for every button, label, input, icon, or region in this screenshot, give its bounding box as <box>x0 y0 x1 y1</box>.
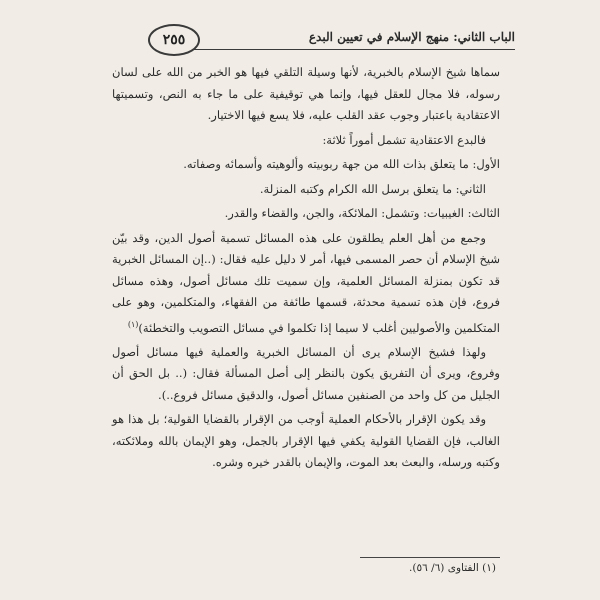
paragraph: فالبدع الاعتقادية تشمل أموراً ثلاثة: <box>322 132 486 147</box>
page-number: ٢٥٥ <box>148 24 200 56</box>
paragraph: ولهذا فشيخ الإسلام يرى أن المسائل الخبرية والعملية فيها مسائل أصول وفروع، ويرى أن التفريق يكون بالنظر إلى أصل المسألة فقال: (.. بل الحق أن الجليل من كل واحد من الصنفين مسائل أصول، والدقيق مسائل فروع..). <box>112 344 500 402</box>
page-header <box>148 22 515 56</box>
paragraph: سماها شيخ الإسلام بالخبرية، لأنها وسيلة التلقي فيها هو الخبر من الله على لسان رسوله، فلا مجال للعقل فيها، وإنما هي توقيفية على ما جاء به النص، وتسميتها الاعتقادية باعتبار وجوب عقد القلب عليه، فلا يسع فيها الاختيار. <box>112 65 500 122</box>
paragraph: الثاني: ما يتعلق برسل الله الكرام وكتبه المنزلة. <box>259 181 486 196</box>
paragraph: الأول: ما يتعلق بذات الله من جهة ربوبيته وألوهيته وأسمائه وصفاته. <box>183 157 500 171</box>
footnote-rule <box>360 557 500 558</box>
running-title: الباب الثاني: منهج الإسلام في تعيين البدع <box>308 30 515 44</box>
footnote: (١) الفتاوى (٦/ ٥٦). <box>409 562 496 574</box>
header-rule <box>176 49 515 50</box>
paragraph: وقد يكون الإقرار بالأحكام العملية أوجب من الإقرار بالقضايا القولية؛ بل هذا هو الغالب، فإن القضايا القولية يكفي فيها الإقرار بالجمل، وهو الإيمان بالله وملائكته، وكتبه ورسله، والبعث بعد الموت، والإيمان بالقدر خيره وشره. <box>112 412 500 470</box>
body-text <box>112 62 500 477</box>
paragraph: الثالث: الغيبيات: وتشمل: الملائكة، والجن، والقضاء والقدر. <box>224 206 500 220</box>
footnote-reference: (١) <box>127 319 139 329</box>
paragraph-text: وجمع من أهل العلم يطلقون على هذه المسائل تسمية أصول الدين، وقد بيّن شيخ الإسلام أن حصر المسمى فيها، أمر لا دليل عليه فقال: (..إن المسائل الخبرية قد تكون بمنزلة المسائل العلمية، وإن سميت تلك مسائل أصول، وهذه مسائل فروع، فإن هذه تسمية محدثة، قسمها طائفة من الفقهاء، والمتكلمين، وهو على المتكلمين والأصوليين أغلب لا سيما إذا تكلموا في مسائل التصويب والتخطئة) <box>112 230 500 335</box>
paragraph <box>112 228 500 339</box>
